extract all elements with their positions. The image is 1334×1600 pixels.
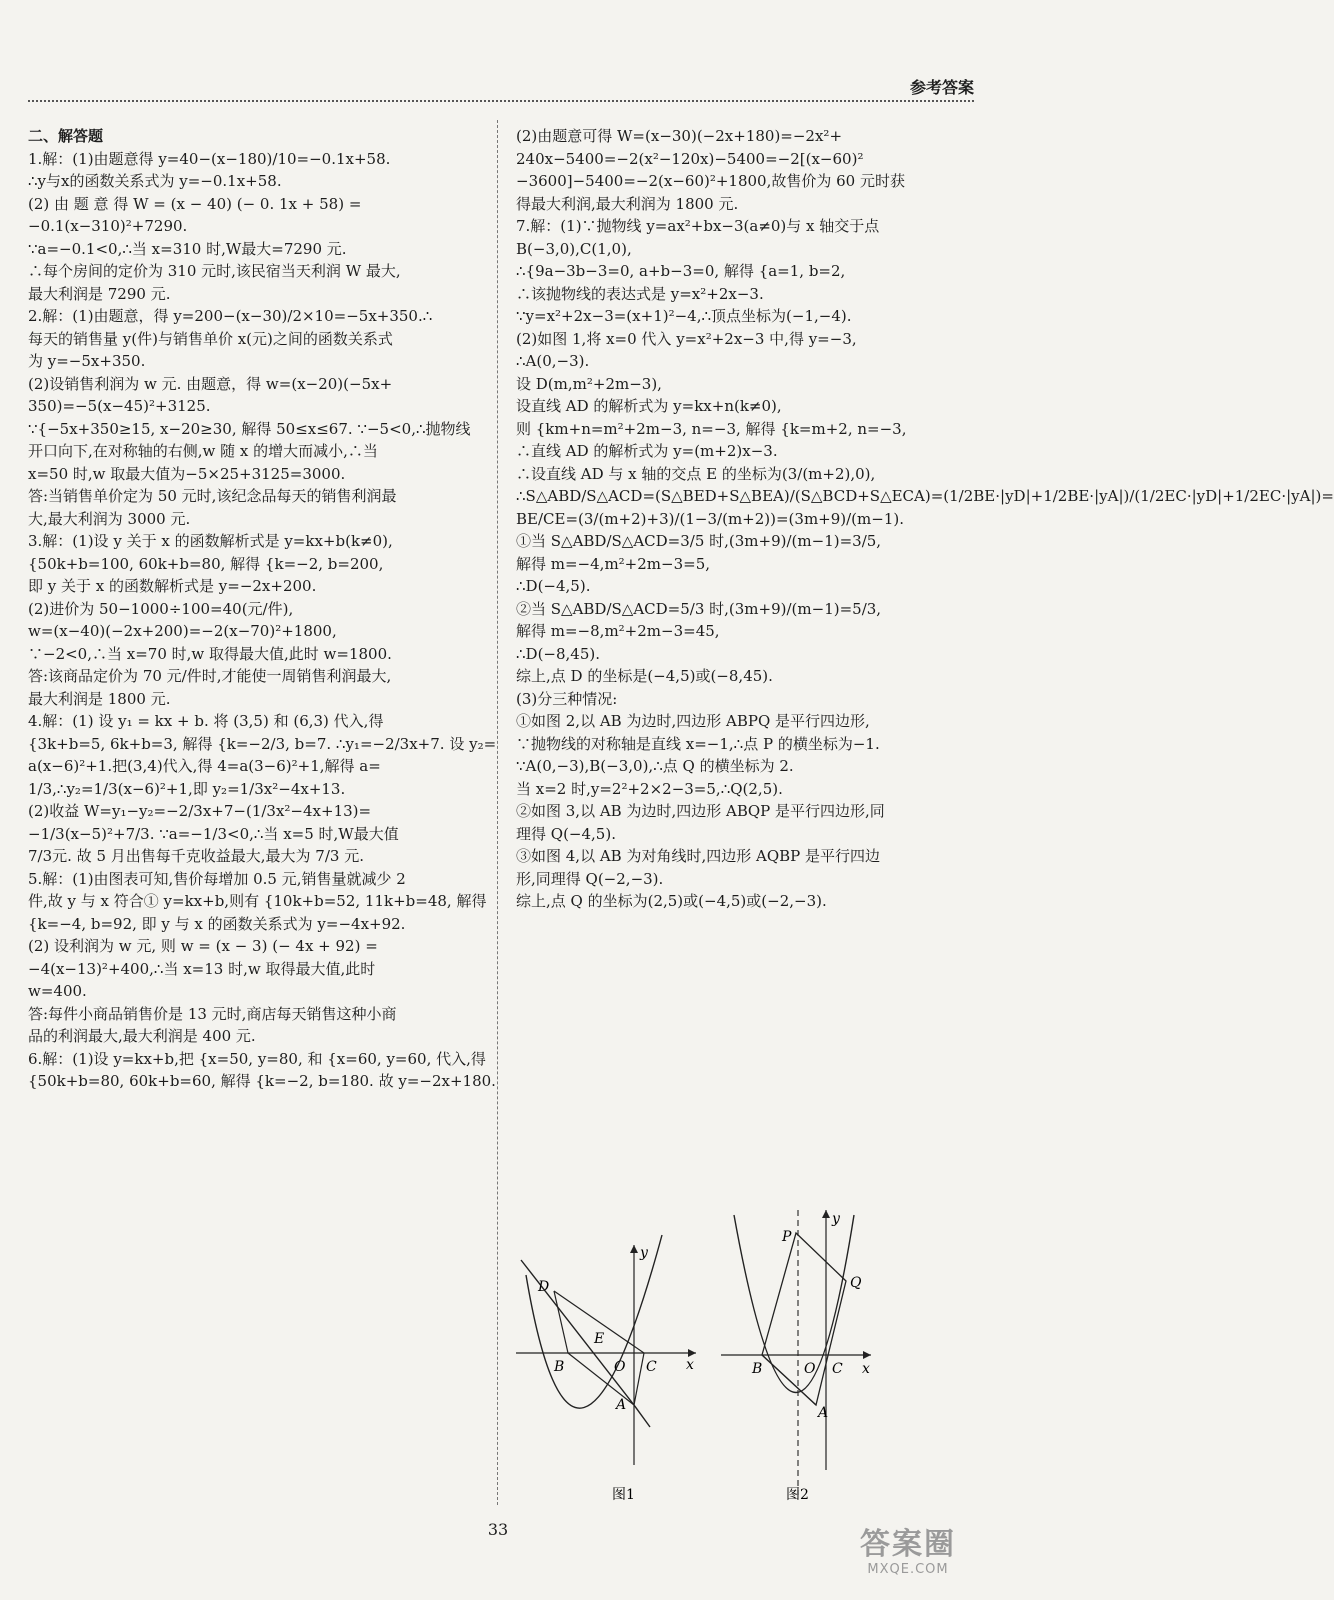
text-line: (2)如图 1,将 x=0 代入 y=x²+2x−3 中,得 y=−3, — [516, 329, 857, 348]
watermark-line2: MXQE.COM — [867, 1562, 949, 1577]
text-line: w=(x−40)(−2x+200)=−2(x−70)²+1800, — [28, 622, 337, 640]
fig1-label-c: C — [646, 1359, 657, 1375]
text-line: ∵a=−0.1<0,∴当 x=310 时,W最大=7290 元. — [28, 239, 347, 258]
fig2-label-p: P — [782, 1229, 792, 1245]
page-number: 33 — [487, 1520, 509, 1539]
text-line: 综上,点 Q 的坐标为(2,5)或(−4,5)或(−2,−3). — [516, 892, 827, 910]
text-line: ∵A(0,−3),B(−3,0),∴点 Q 的横坐标为 2. — [516, 757, 794, 775]
text-line: 3.解：(1)设 y 关于 x 的函数解析式是 y=kx+b(k≠0), — [28, 532, 393, 550]
text-line: −0.1(x−310)²+7290. — [28, 217, 188, 235]
text-line: B(−3,0),C(1,0), — [516, 239, 632, 258]
fig1-line-ca — [634, 1353, 644, 1405]
fig2-label-x: x — [862, 1361, 870, 1377]
fig1-x-arrow — [688, 1349, 696, 1357]
header-title: 参考答案 — [909, 78, 974, 97]
text-line: 二、解答题 — [28, 127, 104, 145]
text-line: 最大利润是 1800 元. — [28, 689, 171, 708]
fig1-label-o: O — [614, 1359, 626, 1375]
text-line: (2) 设利润为 w 元, 则 w = (x − 3) (− 4x + 92) = — [28, 937, 378, 955]
text-line: (2)进价为 50−1000÷100=40(元/件), — [28, 599, 294, 618]
text-line: −3600]−5400=−2(x−60)²+1800,故售价为 60 元时获 — [516, 172, 905, 190]
text-line: 得最大利润,最大利润为 1800 元. — [516, 194, 739, 213]
text-line: 答:每件小商品销售价是 13 元时,商店每天销售这种小商 — [28, 1004, 397, 1023]
text-line: 设 D(m,m²+2m−3), — [516, 374, 662, 393]
text-line: 即 y 关于 x 的函数解析式是 y=−2x+200. — [28, 577, 317, 595]
text-line: ①当 S△ABD/S△ACD=3/5 时,(3m+9)/(m−1)=3/5, — [516, 532, 882, 550]
fig1-caption: 图1 — [612, 1487, 635, 1503]
text-line: 240x−5400=−2(x²−120x)−5400=−2[(x−60)² — [516, 149, 864, 168]
text-line: 则 {km+n=m²+2m−3, n=−3, 解得 {k=m+2, n=−3, — [516, 419, 907, 438]
text-line: ∴D(−4,5). — [516, 577, 591, 595]
fig2-label-a: A — [818, 1405, 829, 1421]
fig2-label-b: B — [752, 1361, 763, 1377]
text-line: 综上,点 D 的坐标是(−4,5)或(−8,45). — [516, 667, 773, 685]
text-line: ∴每个房间的定价为 310 元时,该民宿当天利润 W 最大, — [28, 262, 401, 280]
text-line: 7/3元. 故 5 月出售每千克收益最大,最大为 7/3 元. — [28, 847, 364, 865]
text-line: 大,最大利润为 3000 元. — [28, 509, 191, 528]
text-line: (3)分三种情况: — [516, 689, 618, 708]
text-line: 5.解：(1)由图表可知,售价每增加 0.5 元,销售量就减少 2 — [28, 869, 406, 888]
text-line: 最大利润是 7290 元. — [28, 284, 171, 303]
left-column — [28, 125, 497, 1093]
text-line: 设直线 AD 的解析式为 y=kx+n(k≠0), — [516, 397, 782, 415]
text-line: ②如图 3,以 AB 为边时,四边形 ABQP 是平行四边形,同 — [516, 802, 885, 820]
text-line: 解得 m=−8,m²+2m−3=45, — [516, 622, 720, 640]
text-line: 1/3,∴y₂=1/3(x−6)²+1,即 y₂=1/3x²−4x+13. — [28, 779, 346, 798]
text-line: x=50 时,w 取最大值为−5×25+3125=3000. — [28, 464, 346, 483]
text-line: 4.解：(1) 设 y₁ = kx + b. 将 (3,5) 和 (6,3) 代入,得 — [28, 712, 384, 730]
text-line: BE/CE=(3/(m+2)+3)/(1−3/(m+2))=(3m+9)/(m−1). — [516, 509, 904, 528]
fig2-label-c: C — [832, 1361, 843, 1377]
text-line: ∴A(0,−3). — [516, 352, 590, 370]
text-line: 解得 m=−4,m²+2m−3=5, — [516, 554, 711, 573]
text-line: ∴{9a−3b−3=0, a+b−3=0, 解得 {a=1, b=2, — [516, 262, 846, 280]
text-line: ∵−2<0,∴当 x=70 时,w 取得最大值,此时 w=1800. — [28, 644, 392, 663]
fig1-label-a: A — [616, 1397, 627, 1413]
text-line: (2)收益 W=y₁−y₂=−2/3x+7−(1/3x²−4x+13)= — [28, 802, 372, 820]
text-line: 2.解：(1)由题意，得 y=200−(x−30)/2×10=−5x+350.∴ — [28, 307, 433, 325]
text-line: ∴y与x的函数关系式为 y=−0.1x+58. — [28, 172, 282, 190]
text-line: 品的利润最大,最大利润是 400 元. — [28, 1027, 256, 1045]
text-line: w=400. — [28, 982, 87, 1000]
fig1-line-ad-ext — [634, 1405, 650, 1427]
text-line: 6.解：(1)设 y=kx+b,把 {x=50, y=80, 和 {x=60, y=60, 代入,得 — [28, 1049, 486, 1068]
column-divider — [497, 120, 498, 1505]
text-line: −1/3(x−5)²+7/3. ∵a=−1/3<0,∴当 x=5 时,W最大值 — [28, 824, 399, 843]
watermark-line1: 答案圈 — [860, 1527, 956, 1562]
text-line: ∵{−5x+350≥15, x−20≥30, 解得 50≤x≤67. ∵−5<0,∴抛物线 — [28, 419, 471, 438]
text-line: (2) 由 题 意 得 W = (x − 40) (− 0. 1x + 58) = — [28, 194, 362, 213]
text-line: 答:当销售单价定为 50 元时,该纪念品每天的销售利润最 — [28, 487, 397, 505]
text-line: {3k+b=5, 6k+b=3, 解得 {k=−2/3, b=7. ∴y₁=−2/3x+7. 设 y₂= — [28, 734, 497, 753]
text-line: ∴直线 AD 的解析式为 y=(m+2)x−3. — [516, 442, 778, 460]
figures — [516, 1205, 976, 1515]
text-line: 开口向下,在对称轴的右侧,w 随 x 的增大而减小,∴当 — [28, 442, 378, 460]
text-line: {50k+b=80, 60k+b=60, 解得 {k=−2, b=180. 故 y=−2x+180. — [28, 1072, 496, 1090]
watermark-logo — [860, 1528, 956, 1577]
text-line: ∵抛物线的对称轴是直线 x=−1,∴点 P 的横坐标为−1. — [516, 734, 880, 753]
header-rule — [28, 100, 974, 102]
text-line: 当 x=2 时,y=2²+2×2−3=5,∴Q(2,5). — [516, 779, 783, 798]
text-line: ∴D(−8,45). — [516, 644, 601, 663]
text-line: 350)=−5(x−45)²+3125. — [28, 397, 211, 415]
fig2-x-arrow — [863, 1351, 871, 1359]
text-line: 理得 Q(−4,5). — [516, 824, 616, 843]
text-line: ②当 S△ABD/S△ACD=5/3 时,(3m+9)/(m−1)=5/3, — [516, 599, 882, 618]
text-line: {50k+b=100, 60k+b=80, 解得 {k=−2, b=200, — [28, 554, 384, 573]
fig2-label-q: Q — [850, 1275, 862, 1291]
text-line: 答:该商品定价为 70 元/件时,才能使一周销售利润最大, — [28, 667, 392, 685]
text-line: 件,故 y 与 x 符合① y=kx+b,则有 {10k+b=52, 11k+b=48, 解得 — [28, 892, 487, 910]
text-line: ∴设直线 AD 与 x 轴的交点 E 的坐标为(3/(m+2),0), — [516, 464, 876, 483]
text-line: ∴S△ABD/S△ACD=(S△BED+S△BEA)/(S△BCD+S△ECA)=(1/2BE·|yD|+1/2BE·|yA|)/(1/2EC·|yD|+1/2EC·|yA|)= — [516, 487, 1334, 505]
fig1-label-d: D — [538, 1279, 550, 1295]
text-line: −4(x−13)²+400,∴当 x=13 时,w 取得最大值,此时 — [28, 959, 376, 978]
text-line: 为 y=−5x+350. — [28, 352, 146, 370]
text-line: (2)设销售利润为 w 元. 由题意，得 w=(x−20)(−5x+ — [28, 374, 393, 393]
figure-1 — [516, 1235, 696, 1503]
text-line: ③如图 4,以 AB 为对角线时,四边形 AQBP 是平行四边 — [516, 847, 881, 865]
text-line: ∴该抛物线的表达式是 y=x²+2x−3. — [516, 284, 764, 303]
fig1-y-arrow — [630, 1245, 638, 1253]
text-line: 形,同理得 Q(−2,−3). — [516, 869, 664, 888]
fig2-caption: 图2 — [786, 1487, 809, 1503]
fig1-label-x: x — [686, 1357, 694, 1373]
right-column — [516, 125, 1334, 913]
text-line: a(x−6)²+1.把(3,4)代入,得 4=a(3−6)²+1,解得 a= — [28, 757, 381, 775]
text-line: (2)由题意可得 W=(x−30)(−2x+180)=−2x²+ — [516, 127, 843, 145]
text-line: ∵y=x²+2x−3=(x+1)²−4,∴顶点坐标为(−1,−4). — [516, 307, 852, 325]
text-line: 7.解：(1)∵抛物线 y=ax²+bx−3(a≠0)与 x 轴交于点 — [516, 217, 880, 235]
text-line: 1.解：(1)由题意得 y=40−(x−180)/10=−0.1x+58. — [28, 149, 391, 168]
fig1-label-e: E — [594, 1331, 605, 1347]
text-line: ①如图 2,以 AB 为边时,四边形 ABPQ 是平行四边形, — [516, 712, 870, 730]
fig2-label-y: y — [832, 1211, 840, 1227]
fig1-label-y: y — [640, 1245, 648, 1261]
fig2-y-arrow — [822, 1210, 830, 1218]
fig1-label-b: B — [554, 1359, 565, 1375]
fig1-line-db — [554, 1291, 568, 1353]
text-line: {k=−4, b=92, 即 y 与 x 的函数关系式为 y=−4x+92. — [28, 914, 406, 933]
figure-2 — [721, 1210, 871, 1503]
text-line: 每天的销售量 y(件)与销售单价 x(元)之间的函数关系式 — [28, 329, 393, 348]
fig2-label-o: O — [804, 1361, 816, 1377]
